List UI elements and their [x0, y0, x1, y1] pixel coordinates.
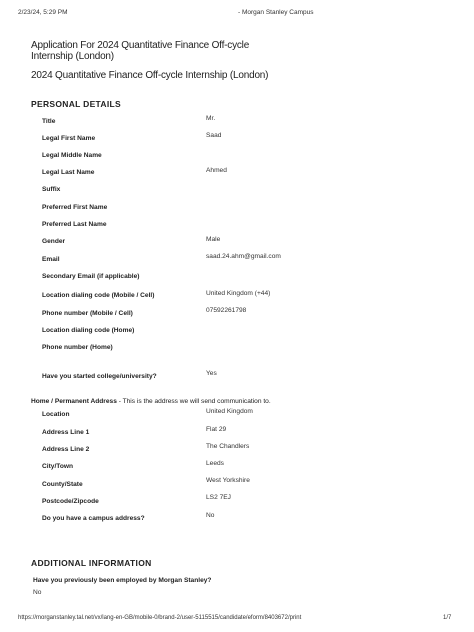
field-label: Title — [42, 118, 56, 125]
field-label: Have you started college/university? — [42, 373, 157, 380]
field-label: Preferred First Name — [42, 204, 108, 211]
field-value: United Kingdom (+44) — [206, 290, 271, 297]
additional-information-heading: ADDITIONAL INFORMATION — [31, 558, 152, 568]
field-label: Suffix — [42, 186, 61, 193]
field-value: Mr. — [206, 115, 216, 122]
address-intro-bold: Home / Permanent Address — [31, 398, 117, 405]
print-datetime: 2/23/24, 5:29 PM — [18, 9, 68, 16]
field-value: The Chandlers — [206, 443, 250, 450]
field-label: Email — [42, 256, 60, 263]
field-label: Postcode/Zipcode — [42, 498, 99, 505]
personal-details-heading: PERSONAL DETAILS — [31, 99, 121, 109]
field-value: Saad — [206, 132, 222, 139]
field-label: Address Line 1 — [42, 429, 90, 436]
field-value: Flat 29 — [206, 426, 227, 433]
field-value: Yes — [206, 370, 217, 377]
role-title: 2024 Quantitative Finance Off-cycle Internship (London) — [31, 70, 269, 81]
field-label: Legal Last Name — [42, 169, 95, 176]
field-label: Phone number (Mobile / Cell) — [42, 310, 133, 317]
address-intro-text: - This is the address we will send communication to. — [116, 398, 271, 405]
field-label: Phone number (Home) — [42, 344, 113, 351]
field-label: Do you have a campus address? — [42, 515, 145, 522]
field-value: Leeds — [206, 460, 224, 467]
field-label: Gender — [42, 238, 66, 245]
field-value: LS2 7EJ — [206, 494, 231, 501]
field-label: Location dialing code (Mobile / Cell) — [42, 292, 155, 299]
field-value: West Yorkshire — [206, 477, 250, 484]
field-value: 07592261798 — [206, 307, 247, 314]
employment-answer: No — [33, 589, 42, 596]
field-value: Male — [206, 236, 221, 243]
print-url: https://morganstanley.tal.net/vx/lang-en-GB/mobile-0/brand-2/user-5115515/candidate/eform/8403672/print — [18, 615, 302, 621]
employment-question: Have you previously been employed by Morgan Stanley? — [33, 577, 212, 584]
address-intro — [31, 398, 271, 405]
field-label: Preferred Last Name — [42, 221, 107, 228]
field-value: United Kingdom — [206, 408, 253, 415]
field-label: Address Line 2 — [42, 446, 90, 453]
field-label: County/State — [42, 481, 83, 488]
field-value: No — [206, 512, 215, 519]
field-label: Legal Middle Name — [42, 152, 102, 159]
field-value: saad.24.ahm@gmail.com — [206, 253, 281, 260]
field-label: Secondary Email (if applicable) — [42, 273, 140, 280]
page-number: 1/7 — [443, 615, 452, 621]
field-label: Location — [42, 411, 70, 418]
field-label: Legal First Name — [42, 135, 96, 142]
field-label: City/Town — [42, 463, 74, 470]
field-label: Location dialing code (Home) — [42, 327, 135, 334]
application-title: Application For 2024 Quantitative Finance Off-cycle Internship (London) — [31, 40, 250, 62]
field-value: Ahmed — [206, 167, 227, 174]
print-site-title: - Morgan Stanley Campus — [238, 9, 314, 16]
